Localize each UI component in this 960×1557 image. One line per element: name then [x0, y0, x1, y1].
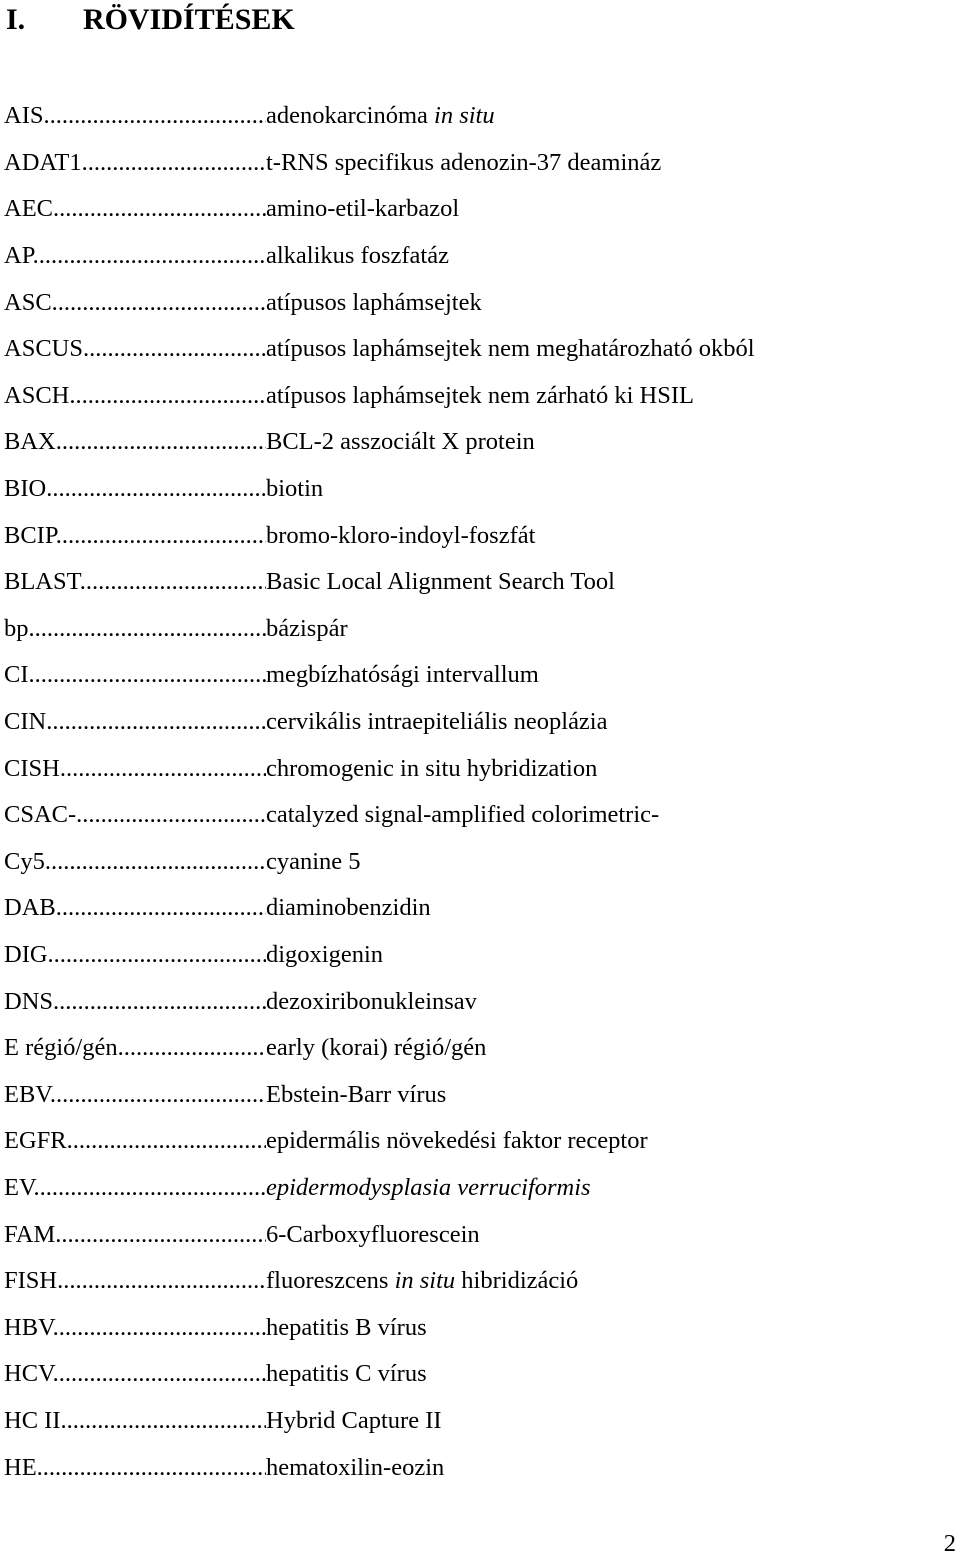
- abbreviation-term: HCV .....: [4, 1360, 266, 1388]
- abbreviation-definition: [266, 801, 904, 829]
- abbreviation-entry: [4, 978, 904, 1025]
- abbreviation-entry: [4, 1165, 904, 1212]
- abbreviation-definition: [266, 382, 904, 410]
- abbreviation-entry: [4, 885, 904, 932]
- definition-segment: bromo-kloro-indoyl-foszfát: [266, 521, 536, 549]
- definition-segment: adenokarcinóma: [266, 102, 435, 130]
- abbreviation-entry: [4, 466, 904, 513]
- abbreviation-term: ADAT1 .....: [4, 149, 266, 177]
- definition-segment: atípusos laphámsejtek nem zárható ki HSIL: [266, 381, 694, 409]
- definition-segment: megbízhatósági intervallum: [266, 661, 539, 689]
- abbreviation-definition: [266, 1221, 904, 1249]
- abbreviation-term: HC II .....: [4, 1407, 266, 1435]
- abbreviation-term: BCIP .....: [4, 522, 266, 550]
- definition-segment: alkalikus foszfatáz: [266, 242, 449, 270]
- abbreviation-term: CI .....: [4, 661, 266, 689]
- abbreviation-definition: [266, 1081, 904, 1109]
- abbreviation-definition: [266, 102, 904, 130]
- section-title: RÖVIDÍTÉSEK: [83, 3, 295, 36]
- abbreviation-entry: [4, 1025, 904, 1072]
- abbreviation-definition: [266, 568, 904, 596]
- abbreviation-entry: [4, 606, 904, 653]
- abbreviation-entry: [4, 233, 904, 280]
- definition-segment: hibridizáció: [455, 1267, 579, 1295]
- definition-segment: digoxigenin: [266, 940, 384, 968]
- definition-segment: hepatitis B vírus: [266, 1313, 427, 1341]
- abbreviation-definition: [266, 475, 904, 503]
- abbreviation-term: BIO .....: [4, 475, 266, 503]
- definition-segment: Ebstein-Barr vírus: [266, 1080, 447, 1108]
- abbreviation-definition: [266, 1174, 904, 1202]
- abbreviation-definition: [266, 1407, 904, 1435]
- abbreviation-entry: [4, 1211, 904, 1258]
- abbreviation-entry: [4, 1118, 904, 1165]
- definition-segment: Hybrid Capture II: [266, 1406, 442, 1434]
- abbreviation-entry: [4, 1444, 904, 1491]
- definition-segment: fluoreszcens: [266, 1267, 395, 1295]
- abbreviation-entry: [4, 326, 904, 373]
- abbreviation-entry: [4, 1071, 904, 1118]
- abbreviation-term: DNS .....: [4, 988, 266, 1016]
- abbreviation-term: Cy5 .....: [4, 848, 266, 876]
- abbreviation-list: [4, 93, 904, 1491]
- abbreviation-definition: [266, 615, 904, 643]
- definition-segment: diaminobenzidin: [266, 894, 431, 922]
- abbreviation-entry: [4, 1258, 904, 1305]
- abbreviation-definition: [266, 522, 904, 550]
- abbreviation-term: EGFR .....: [4, 1127, 266, 1155]
- definition-segment: bázispár: [266, 614, 348, 642]
- abbreviation-term: EV .....: [4, 1174, 266, 1202]
- abbreviation-definition: [266, 661, 904, 689]
- definition-segment: BCL-2 asszociált X protein: [266, 428, 535, 456]
- abbreviation-definition: [266, 848, 904, 876]
- definition-segment: hematoxilin-eozin: [266, 1453, 445, 1481]
- abbreviation-definition: [266, 195, 904, 223]
- abbreviation-term: CISH .....: [4, 755, 266, 783]
- definition-segment: atípusos laphámsejtek: [266, 288, 482, 316]
- abbreviation-entry: [4, 186, 904, 233]
- abbreviation-definition: [266, 1314, 904, 1342]
- abbreviation-entry: [4, 652, 904, 699]
- abbreviation-term: CSAC- .....: [4, 801, 266, 829]
- abbreviation-entry: [4, 279, 904, 326]
- definition-segment: early (korai) régió/gén: [266, 1034, 487, 1062]
- abbreviation-term: DAB .....: [4, 894, 266, 922]
- definition-segment: epidermodysplasia verruciformis: [266, 1173, 591, 1201]
- abbreviation-entry: [4, 792, 904, 839]
- abbreviation-term: ASCUS .....: [4, 335, 266, 363]
- abbreviation-definition: [266, 988, 904, 1016]
- abbreviation-entry: [4, 419, 904, 466]
- abbreviation-definition: [266, 289, 904, 317]
- definition-segment: dezoxiribonukleinsav: [266, 987, 477, 1015]
- abbreviation-entry: [4, 559, 904, 606]
- abbreviation-entry: [4, 93, 904, 140]
- abbreviation-entry: [4, 932, 904, 979]
- abbreviation-entry: [4, 1398, 904, 1445]
- abbreviation-term: FAM .....: [4, 1221, 266, 1249]
- definition-segment: amino-etil-karbazol: [266, 195, 460, 223]
- abbreviation-definition: [266, 335, 904, 363]
- definition-segment: in situ: [394, 1267, 456, 1295]
- abbreviation-definition: [266, 149, 904, 177]
- abbreviation-term: EBV .....: [4, 1081, 266, 1109]
- abbreviation-term: HBV .....: [4, 1314, 266, 1342]
- abbreviation-term: BLAST .....: [4, 568, 266, 596]
- abbreviation-definition: [266, 1454, 904, 1482]
- abbreviation-term: CIN .....: [4, 708, 266, 736]
- abbreviation-term: FISH .....: [4, 1267, 266, 1295]
- definition-segment: epidermális növekedési faktor receptor: [266, 1127, 648, 1155]
- definition-segment: cyanine 5: [266, 847, 361, 875]
- definition-segment: t-RNS specifikus adenozin-37 deamináz: [266, 148, 662, 176]
- abbreviation-entry: [4, 1304, 904, 1351]
- abbreviation-term: DIG .....: [4, 941, 266, 969]
- abbreviation-definition: [266, 428, 904, 456]
- abbreviation-definition: [266, 1034, 904, 1062]
- abbreviation-entry: [4, 699, 904, 746]
- definition-segment: in situ: [434, 102, 495, 130]
- abbreviation-term: AIS .....: [4, 102, 266, 130]
- definition-segment: hepatitis C vírus: [266, 1360, 427, 1388]
- abbreviation-term: BAX .....: [4, 428, 266, 456]
- abbreviation-entry: [4, 839, 904, 886]
- definition-segment: biotin: [266, 475, 324, 503]
- abbreviation-definition: [266, 708, 904, 736]
- abbreviation-definition: [266, 1127, 904, 1155]
- abbreviation-term: ASCH .....: [4, 382, 266, 410]
- definition-segment: cervikális intraepiteliális neoplázia: [266, 708, 608, 736]
- abbreviation-definition: [266, 242, 904, 270]
- abbreviation-entry: [4, 373, 904, 420]
- abbreviation-term: HE .....: [4, 1454, 266, 1482]
- abbreviation-definition: [266, 755, 904, 783]
- abbreviation-definition: [266, 1360, 904, 1388]
- abbreviation-definition: [266, 894, 904, 922]
- page-number: 2: [943, 1530, 956, 1557]
- abbreviation-definition: [266, 1267, 904, 1295]
- abbreviation-definition: [266, 941, 904, 969]
- abbreviation-term: ASC .....: [4, 289, 266, 317]
- definition-segment: atípusos laphámsejtek nem meghatározható okból: [266, 335, 755, 363]
- abbreviation-term: bp .....: [4, 615, 266, 643]
- definition-segment: chromogenic in situ hybridization: [266, 754, 598, 782]
- abbreviation-term: AEC .....: [4, 195, 266, 223]
- abbreviation-entry: [4, 512, 904, 559]
- definition-segment: catalyzed signal-amplified colorimetric-: [266, 801, 660, 829]
- abbreviation-entry: [4, 1351, 904, 1398]
- abbreviation-term: E régió/gén .....: [4, 1034, 266, 1062]
- definition-segment: Basic Local Alignment Search Tool: [266, 568, 615, 596]
- section-number: I.: [6, 3, 26, 36]
- abbreviation-entry: [4, 745, 904, 792]
- abbreviation-entry: [4, 140, 904, 187]
- abbreviation-term: AP .....: [4, 242, 266, 270]
- definition-segment: 6-Carboxyfluorescein: [266, 1220, 480, 1248]
- section-heading: [6, 2, 295, 38]
